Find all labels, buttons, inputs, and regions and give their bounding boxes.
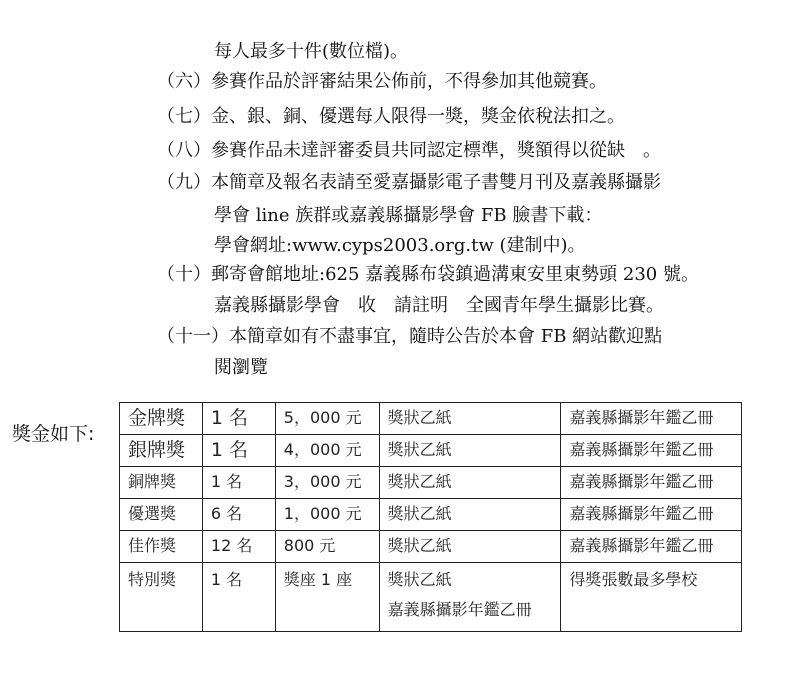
rule-6: （六）參賽作品於評審結果公佈前，不得參加其他競賽。	[157, 71, 607, 92]
award-money: 1，000 元	[275, 499, 379, 531]
award-money: 3，000 元	[275, 467, 379, 499]
award-gift: 嘉義縣攝影年鑑乙冊	[561, 499, 742, 531]
award-money: 5，000 元	[275, 403, 379, 435]
award-certificate: 獎狀乙紙	[379, 403, 561, 435]
table-row	[120, 467, 742, 499]
rule-10-cont: 嘉義縣攝影學會 收 請註明 全國青年學生攝影比賽。	[214, 295, 664, 316]
rule-11-cont: 閱瀏覽	[214, 357, 268, 378]
award-certificate: 獎狀乙紙	[379, 467, 561, 499]
rule-9-cont-1: 學會 line 族群或嘉義縣攝影學會 FB 臉書下載：	[214, 205, 603, 226]
award-name: 銀牌獎	[120, 435, 203, 467]
award-count: 6 名	[202, 499, 275, 531]
rule-9: （九）本簡章及報名表請至愛嘉攝影電子書雙月刊及嘉義縣攝影	[157, 172, 661, 193]
rule-11: （十一）本簡章如有不盡事宜，隨時公告於本會 FB 網站歡迎點	[157, 326, 663, 347]
award-count: 1 名	[202, 467, 275, 499]
award-name: 特別獎	[120, 563, 203, 632]
rule-8: （八）參賽作品未達評審委員共同認定標準，獎額得以從缺 。	[157, 140, 661, 161]
award-count: 12 名	[202, 531, 275, 563]
award-name: 銅牌獎	[120, 467, 203, 499]
award-money: 4，000 元	[275, 435, 379, 467]
table-row	[120, 563, 742, 632]
award-name: 佳作獎	[120, 531, 203, 563]
award-yearbook: 嘉義縣攝影年鑑乙冊	[387, 600, 532, 619]
prize-label: 獎金如下:	[12, 423, 95, 445]
award-money: 獎座 1 座	[275, 563, 379, 632]
table-row	[120, 435, 742, 467]
award-certificate: 獎狀乙紙	[387, 570, 452, 589]
table-row	[120, 531, 742, 563]
award-count: 1 名	[202, 435, 275, 467]
table-row	[120, 403, 742, 435]
award-gift: 嘉義縣攝影年鑑乙冊	[561, 435, 742, 467]
award-certificate: 獎狀乙紙	[379, 435, 561, 467]
award-name: 金牌獎	[120, 403, 203, 435]
award-gift: 嘉義縣攝影年鑑乙冊	[561, 403, 742, 435]
award-gift: 得獎張數最多學校	[561, 563, 742, 632]
prize-table	[119, 402, 742, 632]
award-money: 800 元	[275, 531, 379, 563]
award-count: 1 名	[202, 403, 275, 435]
award-certificate: 獎狀乙紙	[379, 531, 561, 563]
rule-9-cont-2: 學會網址:www.cyps2003.org.tw (建制中)。	[214, 235, 586, 256]
text-line-1: 每人最多十件(數位檔)。	[214, 41, 409, 62]
table-row	[120, 499, 742, 531]
rule-7: （七）金、銀、銅、優選每人限得一獎，獎金依稅法扣之。	[157, 106, 625, 127]
award-certificate: 獎狀乙紙	[379, 499, 561, 531]
award-gift: 嘉義縣攝影年鑑乙冊	[561, 531, 742, 563]
award-gift: 嘉義縣攝影年鑑乙冊	[561, 467, 742, 499]
award-name: 優選獎	[120, 499, 203, 531]
rule-10: （十）郵寄會館地址:625 嘉義縣布袋鎮過溝東安里東勢頭 230 號。	[157, 264, 699, 285]
award-count: 1 名	[202, 563, 275, 632]
award-certificate-cell	[379, 563, 561, 632]
